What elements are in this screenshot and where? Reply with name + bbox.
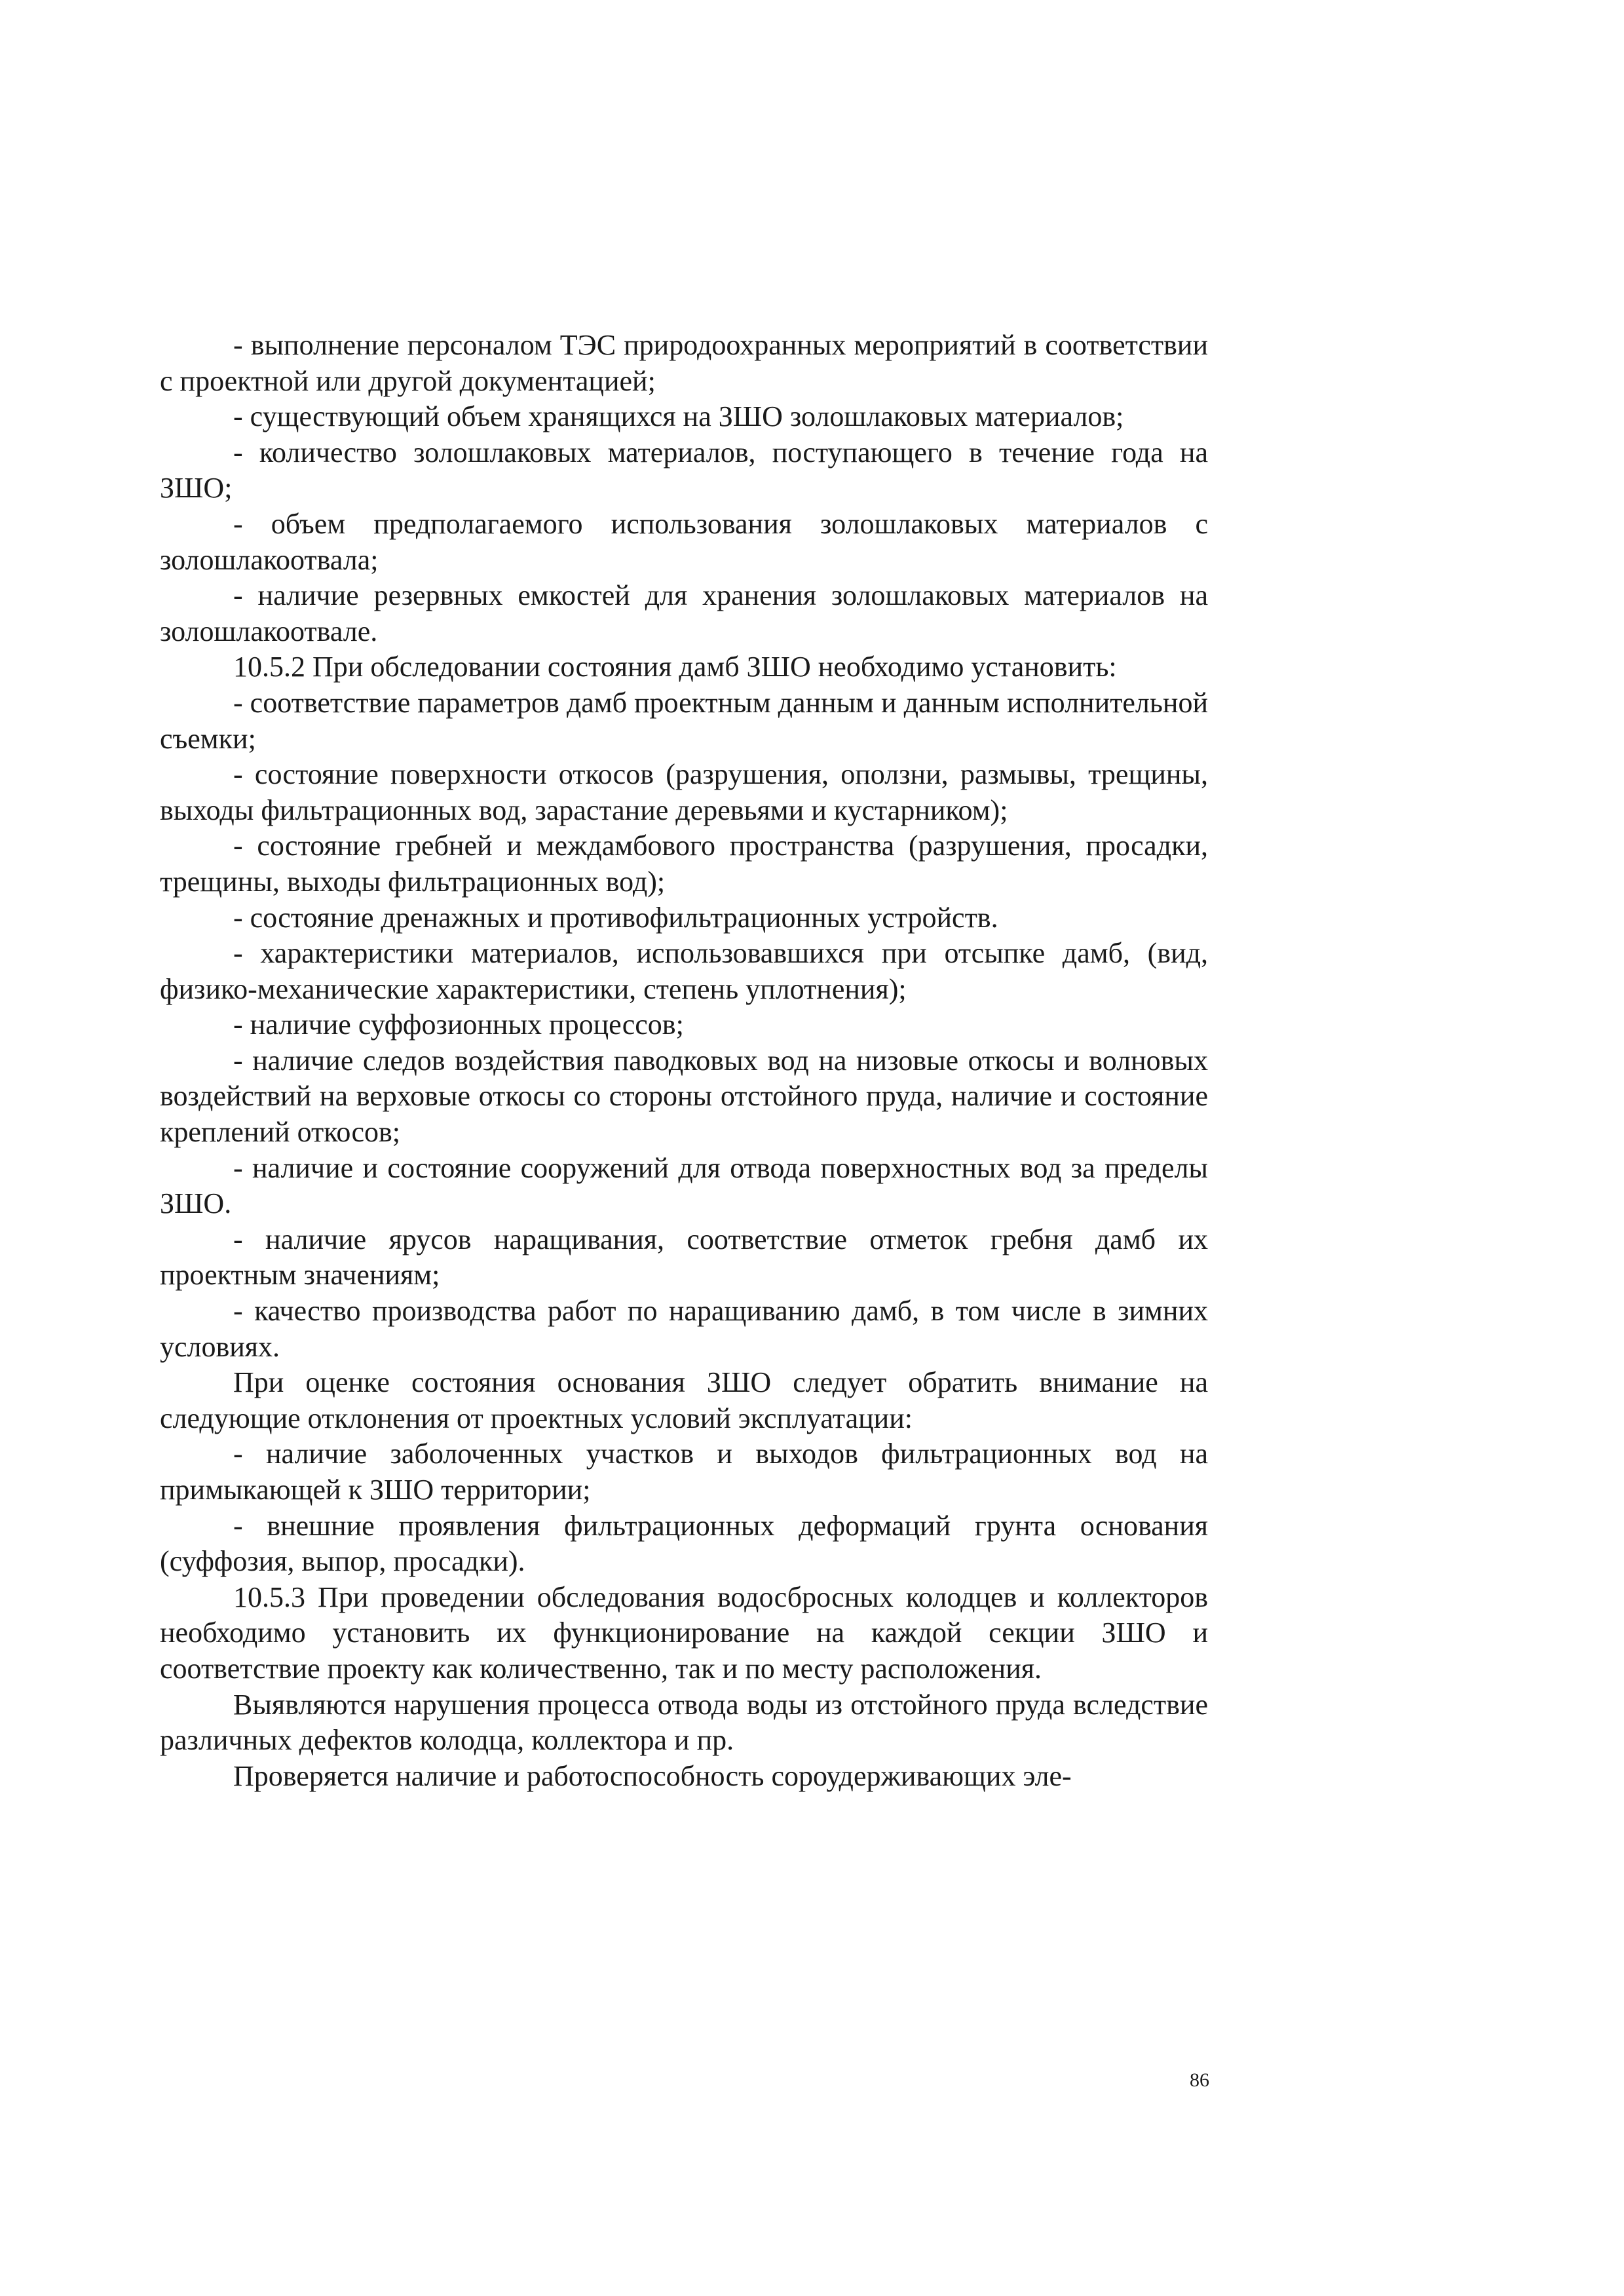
paragraph-drainage-violations: Выявляются нарушения процесса отвода воды из отстойного пруда вследствие различных дефектов колодца, коллектора и пр. [160, 1688, 1208, 1757]
list-item-work-quality: - качество производства работ по наращиванию дамб, в том числе в зимних условиях. [160, 1295, 1208, 1363]
paragraph-debris-screens: Проверяется наличие и работоспособность сороудерживающих эле- [233, 1759, 1072, 1792]
list-item-annual-inflow: - количество золошлаковых материалов, поступающего в течение года на ЗШО; [160, 436, 1208, 505]
list-item-suffosion: - наличие суффозионных процессов; [233, 1008, 684, 1041]
list-item-planned-use: - объем предполагаемого использования золошлаковых материалов с золошлакоотвала; [160, 507, 1208, 576]
list-item-dam-parameters: - соответствие параметров дамб проектным данным и данным исполнительной съемки; [160, 686, 1208, 755]
base-assessment-intro: При оценке состояния основания ЗШО следует обратить внимание на следующие отклонения от проектных условий эксплуатации: [160, 1366, 1208, 1434]
body-text [160, 328, 1208, 1794]
list-item-surface-water-drainage: - наличие и состояние сооружений для отвода поверхностных вод за пределы ЗШО. [160, 1151, 1208, 1220]
list-item-environmental-measures: - выполнение персоналом ТЭС природоохранных мероприятий в соответствии с проектной или другой документацией; [160, 329, 1208, 397]
section-10-5-2-intro: 10.5.2 При обследовании состояния дамб ЗШО необходимо установить: [233, 651, 1117, 683]
list-item-filtration-deformations: - внешние проявления фильтрационных деформаций грунта основания (суффозия, выпор, просадки). [160, 1509, 1208, 1578]
list-item-stored-volume: - существующий объем хранящихся на ЗШО золошлаковых материалов; [233, 400, 1124, 433]
page-number: 86 [1190, 2069, 1209, 2091]
list-item-drainage-devices: - состояние дренажных и противофильтрационных устройств. [233, 901, 998, 934]
list-item-material-characteristics: - характеристики материалов, использовавшихся при отсыпке дамб, (вид, физико-механические характеристики, степень уплотнения); [160, 937, 1208, 1005]
list-item-crest-state: - состояние гребней и междамбового пространства (разрушения, просадки, трещины, выходы фильтрационных вод); [160, 830, 1208, 898]
list-item-slope-surface: - состояние поверхности откосов (разрушения, оползни, размывы, трещины, выходы фильтрационных вод, зарастание деревьями и кустарником); [160, 758, 1208, 826]
list-item-waterlogged-areas: - наличие заболоченных участков и выходов фильтрационных вод на примыкающей к ЗШО территории; [160, 1438, 1208, 1506]
section-10-5-3-intro: 10.5.3 При проведении обследования водосбросных колодцев и коллекторов необходимо установить их функционирование на каждой секции ЗШО и соответствие проекту как количественно, так и по месту расположения. [160, 1580, 1208, 1685]
list-item-reserve-capacity: - наличие резервных емкостей для хранения золошлаковых материалов на золошлакоотвале. [160, 579, 1208, 647]
list-item-raising-tiers: - наличие ярусов наращивания, соответствие отметок гребня дамб их проектным значениям; [160, 1223, 1208, 1292]
list-item-flood-wave-effects: - наличие следов воздействия паводковых вод на низовые откосы и волновых воздействий на верховые откосы со стороны отстойного пруда, наличие и состояние креплений откосов; [160, 1044, 1208, 1149]
